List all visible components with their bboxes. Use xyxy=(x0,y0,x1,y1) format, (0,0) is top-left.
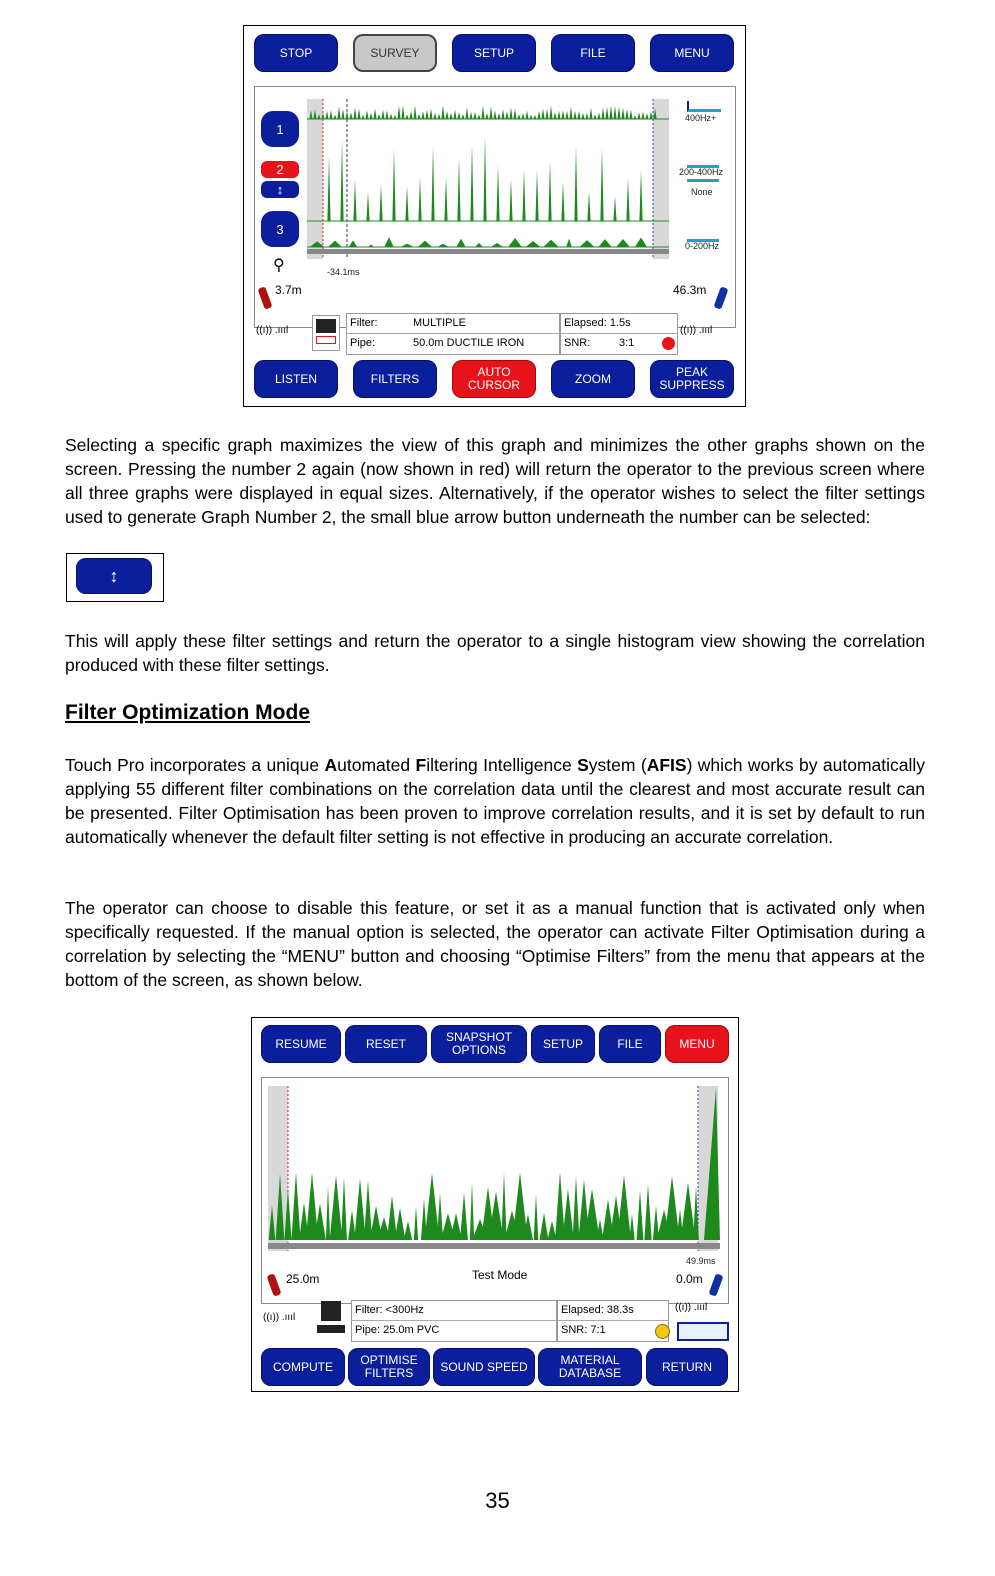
zoom-magnifier-icon[interactable]: ⚲ xyxy=(273,257,285,274)
graph-peak xyxy=(580,240,595,247)
battery-icon-2 xyxy=(317,1301,345,1337)
graph-peak xyxy=(397,106,400,119)
graph-peak xyxy=(645,113,648,119)
graph-peak xyxy=(548,160,551,221)
graph-peak xyxy=(333,115,336,119)
graph-peak xyxy=(508,238,522,247)
graph-peak xyxy=(509,108,512,119)
graph-peak xyxy=(545,109,548,119)
graph-peak xyxy=(329,110,332,119)
graph-peak xyxy=(553,112,556,119)
graph-peak xyxy=(635,238,647,247)
right-distance-2: 0.0m xyxy=(676,1272,703,1286)
elapsed-time-2: Elapsed: 38.3s xyxy=(561,1304,634,1316)
graph-peak xyxy=(444,177,447,221)
screenshot-survey-screen xyxy=(243,25,746,407)
graph-peak xyxy=(357,109,360,119)
screenshot-menu-screen xyxy=(251,1017,739,1392)
graph-peak xyxy=(522,169,525,221)
setup-button-2[interactable]: SETUP xyxy=(531,1025,595,1063)
battery-icon xyxy=(312,315,340,351)
graph-peak xyxy=(491,243,503,247)
blue-sensor-icon-2 xyxy=(708,1273,723,1296)
setup-button[interactable]: SETUP xyxy=(452,34,536,72)
graph-3-button[interactable]: 3 xyxy=(261,211,299,247)
graph-peak xyxy=(328,241,342,247)
left-distance: 3.7m xyxy=(275,283,302,297)
file-button[interactable]: FILE xyxy=(551,34,635,72)
paragraph-manual-option: The operator can choose to disable this feature, or set it as a manual function that is activated only when specifically requested. If the manual option is selected, the operator can activate Filter Optimisation during a correlation by selecting the “MENU” button and choosing “Optimise Filters” from the menu that appears at the bottom of the screen, as shown below. xyxy=(65,898,925,990)
graph-peak xyxy=(450,1213,462,1240)
graph-peak xyxy=(437,1193,443,1240)
graph-peak xyxy=(501,1173,506,1240)
graph-peak xyxy=(392,149,395,221)
graph-peak xyxy=(369,113,372,119)
graph-peak xyxy=(395,1208,406,1240)
graph-peak xyxy=(562,1189,574,1240)
graph-peak xyxy=(617,1175,631,1240)
graph-peak xyxy=(481,106,484,119)
graph-peak xyxy=(470,143,473,221)
survey-button[interactable]: SURVEY xyxy=(353,34,437,72)
graph-peak xyxy=(349,113,352,119)
graph-peak xyxy=(405,114,408,119)
graph-peak xyxy=(353,179,356,221)
graph-peak xyxy=(561,110,564,119)
left-distance-2: 25.0m xyxy=(286,1272,320,1286)
graph-peak xyxy=(505,111,508,119)
graph-peak xyxy=(497,113,500,119)
graph-peak xyxy=(327,156,330,221)
graph-panel xyxy=(254,86,736,328)
graph-peak xyxy=(485,113,488,119)
time-label: -34.1ms xyxy=(327,267,360,277)
red-sensor-icon-2 xyxy=(266,1273,281,1296)
graph-peak xyxy=(473,112,476,119)
graph-peak xyxy=(379,184,382,221)
graph-peak xyxy=(354,1178,365,1240)
graph-peak xyxy=(541,108,544,119)
graph-peak xyxy=(521,113,524,119)
graph-peak xyxy=(637,112,640,119)
auto-cursor-button[interactable]: AUTO CURSOR xyxy=(452,360,536,398)
filter-0-200hz-label: 0-200Hz xyxy=(685,241,720,251)
graph-peak xyxy=(421,111,424,119)
graph-peak xyxy=(537,111,540,119)
graph-peak xyxy=(384,237,393,247)
graph-peak xyxy=(617,106,620,119)
filter-label: Filter: xyxy=(350,317,378,329)
graph-peak xyxy=(469,112,472,119)
graph-peak xyxy=(381,110,384,119)
graph-peak xyxy=(425,110,428,119)
graph-peak xyxy=(461,114,464,119)
graph-peak xyxy=(569,107,572,119)
graph-peak xyxy=(513,109,516,119)
graph-peak xyxy=(525,111,528,119)
info-bar xyxy=(254,311,734,355)
paragraph-graph-selection: Selecting a specific graph maximizes the view of this graph and minimizes the other graphs shown on the screen. Pressing the number 2 again (now shown in red) will return the operator to the previous screen where all three graphs were displayed in equal sizes. Alternatively, if the operator wishes to select the filter settings used to generate Graph Number 2, the small blue arrow button underneath the number can be selected: xyxy=(65,435,925,527)
snr-status-dot-2 xyxy=(655,1324,670,1339)
graph-1-button[interactable]: 1 xyxy=(261,111,299,147)
graph-peak xyxy=(353,107,356,119)
right-distance: 46.3m xyxy=(673,283,707,297)
stop-button[interactable]: STOP xyxy=(254,34,338,72)
graph-peak xyxy=(549,105,552,119)
signal-strength-icon-right-2: ((ı)) .ıııl xyxy=(675,1302,708,1313)
graph-peak xyxy=(401,105,404,119)
graph-peak xyxy=(366,192,369,221)
graph-peak xyxy=(540,1213,549,1240)
graph-peak xyxy=(639,170,642,221)
return-button[interactable]: RETURN xyxy=(646,1348,728,1386)
graph-peak xyxy=(680,1182,695,1240)
graph-peak xyxy=(566,239,572,247)
graph-peak xyxy=(616,239,630,247)
graph-peak xyxy=(393,115,396,119)
graph-peak xyxy=(409,111,412,119)
graph-peak xyxy=(496,165,499,221)
graph-peak xyxy=(418,241,432,247)
graph-peak xyxy=(387,1196,397,1240)
graph-peak xyxy=(589,108,592,119)
red-sensor-icon xyxy=(257,286,272,309)
graph-peak xyxy=(597,113,600,119)
graph-peak xyxy=(625,109,628,119)
graph-peak xyxy=(534,1194,539,1240)
graph-peak xyxy=(547,1221,556,1240)
graph-peak xyxy=(414,1206,418,1240)
graph-peak xyxy=(470,1182,474,1240)
graph-peak xyxy=(341,109,344,119)
graph-peak xyxy=(633,115,636,119)
graph-peak xyxy=(475,243,483,247)
material-database-button[interactable]: MATERIAL DATABASE xyxy=(538,1348,642,1386)
graph-peak xyxy=(574,145,577,221)
graph-peak xyxy=(605,106,608,119)
graph-peak xyxy=(349,240,358,247)
graph-peak xyxy=(341,1177,347,1240)
graph-peak xyxy=(629,110,632,119)
graph-thumbnail-icon[interactable] xyxy=(677,1322,729,1341)
graph-peak xyxy=(413,105,416,119)
graph-peak xyxy=(587,191,590,221)
graph-peak xyxy=(457,158,460,221)
graph-peak xyxy=(533,115,536,119)
graph-peak xyxy=(543,240,558,247)
graph-peak xyxy=(337,106,340,119)
optimise-filters-button[interactable]: OPTIMISE FILTERS xyxy=(348,1348,430,1386)
graph-peak xyxy=(437,244,449,247)
arrow-button[interactable]: ↕ xyxy=(76,558,152,594)
graph-2-button[interactable]: 2 xyxy=(261,161,299,178)
graph-peak xyxy=(361,115,364,119)
graph-2-arrow-button[interactable]: ↕ xyxy=(261,181,299,198)
resume-button[interactable]: RESUME xyxy=(261,1025,341,1063)
correlation-graphs xyxy=(307,99,672,264)
graph-peak xyxy=(509,179,512,221)
zoom-button[interactable]: ZOOM xyxy=(551,360,635,398)
graph-peak xyxy=(477,115,480,119)
graph-peak xyxy=(598,239,611,247)
pipe-label: Pipe: xyxy=(350,337,376,349)
graph-peak xyxy=(493,111,496,119)
graph-peak xyxy=(377,114,380,119)
graph-peak xyxy=(404,1221,413,1240)
section-heading: Filter Optimization Mode xyxy=(65,701,310,724)
graph-peak xyxy=(535,170,538,221)
arrow-button-figure xyxy=(66,553,164,602)
graph-peak xyxy=(368,244,374,247)
graph-peak xyxy=(626,178,629,221)
snr-value: 3:1 xyxy=(619,337,635,349)
filter-400hz-label: 400Hz+ xyxy=(685,113,717,123)
graph-peak xyxy=(453,110,456,119)
snapshot-options-button[interactable]: SNAPSHOT OPTIONS xyxy=(431,1025,527,1063)
graph-peak xyxy=(613,196,616,221)
graph-panel-2 xyxy=(261,1077,729,1304)
graph-peak xyxy=(649,111,652,119)
graph-peak xyxy=(425,1173,440,1240)
graph-peak xyxy=(417,114,420,119)
filters-button[interactable]: FILTERS xyxy=(353,360,437,398)
graph-peak xyxy=(457,112,460,119)
graph-peak xyxy=(456,239,465,247)
listen-button[interactable]: LISTEN xyxy=(254,360,338,398)
test-mode-label: Test Mode xyxy=(472,1268,528,1282)
elapsed-snr-box xyxy=(560,313,678,355)
graph-peak xyxy=(445,111,448,119)
graph-peak xyxy=(585,113,588,119)
graph-peak xyxy=(345,111,348,119)
menu-button[interactable]: MENU xyxy=(650,34,734,72)
signal-strength-icon-left: ((ı)) .ıııl xyxy=(256,325,289,336)
graph-peak xyxy=(621,108,624,119)
graph-peak xyxy=(433,113,436,119)
menu-button-2[interactable]: MENU xyxy=(665,1025,729,1063)
snr-value-2: SNR: 7:1 xyxy=(561,1324,606,1336)
graph-peak xyxy=(389,114,392,119)
page-number: 35 xyxy=(485,1488,510,1513)
graph-peak xyxy=(609,105,612,119)
snr-label: SNR: xyxy=(564,337,591,349)
graph-peak xyxy=(573,1176,580,1240)
filter-400hz-icon[interactable] xyxy=(687,101,721,112)
graph-peak xyxy=(373,108,376,119)
graph-peak xyxy=(431,146,434,221)
graph-peak xyxy=(641,112,644,119)
graph-peak xyxy=(437,114,440,119)
graph-peak xyxy=(364,1180,372,1240)
graph-peak xyxy=(613,106,616,119)
time-label-2: 49.9ms xyxy=(686,1256,716,1266)
graph-peak xyxy=(593,114,596,119)
graph-peak xyxy=(581,113,584,119)
filter-none-label: None xyxy=(691,187,713,197)
graph-peak xyxy=(483,136,486,221)
signal-strength-icon-right: ((ı)) .ıııl xyxy=(680,325,713,336)
graph-peak xyxy=(330,1175,343,1240)
reset-button[interactable]: RESET xyxy=(345,1025,427,1063)
filter-value-2: Filter: <300Hz xyxy=(355,1304,424,1316)
snr-status-dot xyxy=(662,337,675,350)
graph-peak xyxy=(601,107,604,119)
compute-button[interactable]: COMPUTE xyxy=(261,1348,345,1386)
graph-peak xyxy=(529,115,532,119)
graph-peak xyxy=(465,107,468,119)
graph-peak xyxy=(557,111,560,119)
pipe-value-2: Pipe: 25.0m PVC xyxy=(355,1324,440,1336)
elapsed-snr-box-2 xyxy=(557,1300,669,1342)
peak-suppress-button[interactable]: PEAK SUPPRESS xyxy=(650,360,734,398)
graph-peak xyxy=(501,109,504,119)
info-bar-2 xyxy=(261,1298,731,1342)
graph-peak xyxy=(526,241,541,247)
graph-peak xyxy=(441,105,444,119)
graph-peak xyxy=(664,1176,679,1240)
graph-peak xyxy=(637,1191,644,1240)
filter-200-400hz-label: 200-400Hz xyxy=(679,167,724,177)
graph-peak xyxy=(326,1186,330,1240)
paragraph-filter-apply: This will apply these filter settings and return the operator to a single histogram view showing the correlation produced with these filter settings. xyxy=(65,631,925,675)
graph-peak xyxy=(449,113,452,119)
graph-peak xyxy=(644,1184,651,1240)
graph-peak xyxy=(561,182,564,221)
elapsed-time: Elapsed: 1.5s xyxy=(564,317,631,329)
filter-value: MULTIPLE xyxy=(413,317,466,329)
blue-sensor-icon xyxy=(713,286,728,309)
pipe-value: 50.0m DUCTILE IRON xyxy=(413,337,525,349)
graph-peak xyxy=(385,110,388,119)
graph-peak xyxy=(405,186,408,221)
graph-peak xyxy=(429,108,432,119)
correlation-graph-2 xyxy=(268,1086,724,1254)
filter-pipe-box xyxy=(346,313,560,355)
graph-peak xyxy=(418,177,421,221)
file-button-2[interactable]: FILE xyxy=(599,1025,661,1063)
graph-peak xyxy=(629,1214,634,1240)
graph-peak xyxy=(489,106,492,119)
sound-speed-button[interactable]: SOUND SPEED xyxy=(433,1348,535,1386)
paragraph-afis: Touch Pro incorporates a unique Automated Filtering Intelligence System (AFIS) which works by automatically applying 55 different filter combinations on the correlation data until the clearest and most accurate result can be presented. Filter Optimisation has been proven to improve correlation results, and it is set by default to run automatically whenever the default filter setting is not effective in producing an accurate correlation. xyxy=(65,755,926,847)
graph-peak xyxy=(340,139,343,221)
graph-peak xyxy=(365,110,368,119)
signal-strength-icon-left-2: ((ı)) .ıııl xyxy=(263,1312,296,1323)
graph-peak xyxy=(400,244,413,247)
graph-peak xyxy=(325,111,328,119)
graph-peak xyxy=(517,114,520,119)
graph-peak xyxy=(565,111,568,119)
filter-pipe-box-2 xyxy=(351,1300,557,1342)
graph-peak xyxy=(291,1172,300,1240)
graph-peak xyxy=(600,147,603,221)
graph-peak xyxy=(460,1193,468,1240)
graph-peak xyxy=(573,111,576,119)
graph-peak xyxy=(577,111,580,119)
